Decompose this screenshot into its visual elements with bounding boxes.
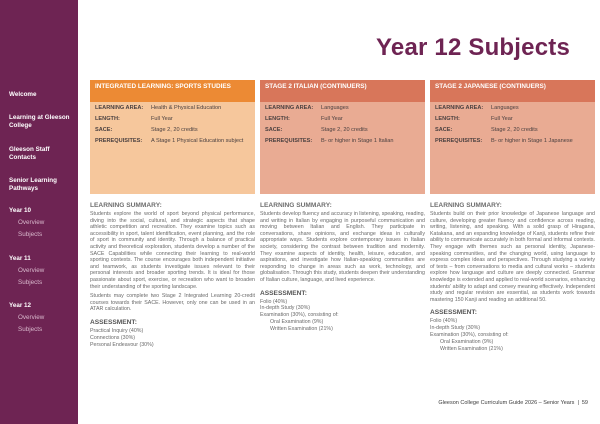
info-value: Languages (491, 105, 519, 111)
assessment-item: In-depth Study (30%) (260, 305, 311, 312)
info-label: LENGTH: (95, 116, 120, 122)
footer-text: Gleeson College Curriculum Guide 2026 – Senior Years (438, 400, 575, 406)
info-label: PREREQUISITES: (95, 138, 143, 144)
assessment-item: Examination (30%), consisting of: (430, 331, 509, 338)
assessment-heading: ASSESSMENT: (90, 318, 137, 326)
assessment-item: Connections (30%) (90, 334, 136, 341)
subject-card-italian (260, 80, 425, 333)
nav-year10-overview[interactable]: Overview (18, 219, 45, 226)
page-title: Year 12 Subjects (376, 34, 570, 61)
info-value: Full Year (491, 116, 513, 122)
summary-note: Students may complete two Stage 2 Integrated Learning 20-credit courses towards their SACE. However, only one can be used in an ATAR calculation. (90, 293, 255, 313)
nav-year12-subjects[interactable]: Subjects (18, 326, 43, 333)
info-value: Health & Physical Education (151, 105, 222, 111)
assessment-item: Folio (40%) (430, 318, 458, 325)
info-label: PREREQUISITES: (265, 138, 313, 144)
nav-learning[interactable]: Learning at Gleeson College (9, 114, 70, 130)
assessment-subitem: Written Examination (21%) (440, 345, 503, 352)
nav-year10[interactable]: Year 10 (9, 207, 32, 214)
subject-card-japanese (430, 80, 595, 352)
info-value: Languages (321, 105, 349, 111)
summary-text: Students build on their prior knowledge of Japanese language and culture, developing greater fluency and confidence across reading, writing, listening, and speaking. With a solid grasp of Hiragana, Katakana, and an expanding knowledge of Kanji, students refine their ability to communicate accurately in both formal and informal contexts. They engage with themes such as personal identity, Japanese-speaking communities, and the changing world, using language to express complex ideas and perspectives. Through studying a variety of texts – from conversations to media and cultural works – students explore how language and culture are deeply connected. Grammar knowledge is extended and applied to real-world scenarios, enhancing students' ability to adapt and convey meaning effectively. Independent study and regular revision are essential, as students work towards mastering 150 Kanji and reading an additional 50. (430, 211, 595, 303)
info-label: LEARNING AREA: (435, 105, 484, 111)
subject-card-sports-studies (90, 80, 255, 348)
info-value: Full Year (321, 116, 343, 122)
nav-year10-subjects[interactable]: Subjects (18, 231, 43, 238)
info-label: LEARNING AREA: (265, 105, 314, 111)
nav-year11[interactable]: Year 11 (9, 255, 31, 262)
assessment-item: Examination (30%), consisting of: (260, 312, 339, 319)
info-label: LENGTH: (435, 116, 460, 122)
subject-heading: STAGE 2 JAPANESE (CONTINUERS) (430, 80, 595, 102)
info-value: B- or higher in Stage 1 Italian (321, 138, 394, 144)
assessment-heading: ASSESSMENT: (260, 289, 307, 297)
info-label: LEARNING AREA: (95, 105, 144, 111)
nav-welcome[interactable]: Welcome (9, 91, 37, 98)
assessment-list (430, 318, 595, 352)
assessment-item: In-depth Study (30%) (430, 325, 481, 332)
summary-heading: LEARNING SUMMARY: (260, 202, 332, 209)
nav-senior-pathways[interactable]: Senior Learning Pathways (9, 177, 57, 193)
assessment-subitem: Oral Examination (9%) (270, 318, 324, 325)
info-label: SACE: (95, 127, 113, 133)
assessment-list (260, 299, 425, 333)
info-value: Full Year (151, 116, 173, 122)
summary-text: Students develop fluency and accuracy in listening, speaking, reading, and writing in Italian by engaging in purposeful communication and moving between Italian and English. They participate in conversations, share opinions, and exchange ideas in culturally appropriate ways. Students explore contemporary issues in Italian society, considering the contrast between tradition and modernity. They examine aspects of identity, health, leisure, education, and aspirations, and investigate how Italian-speaking communities are responding to change in areas such as work, technology, and globalisation. Through this study, students deepen their understanding of Italian culture, language, and lived experience. (260, 211, 425, 283)
info-label: SACE: (435, 127, 453, 133)
subject-heading: STAGE 2 ITALIAN (CONTINUERS) (260, 80, 425, 102)
sidebar-nav (0, 0, 78, 424)
assessment-subitem: Written Examination (21%) (270, 325, 333, 332)
info-label: PREREQUISITES: (435, 138, 483, 144)
subject-info (90, 102, 255, 194)
page-number: 59 (581, 400, 588, 406)
summary-heading: LEARNING SUMMARY: (430, 202, 502, 209)
page-footer (438, 400, 588, 406)
nav-year12-overview[interactable]: Overview (18, 314, 45, 321)
info-label: LENGTH: (265, 116, 290, 122)
info-value: Stage 2, 20 credits (321, 127, 368, 133)
subject-info (260, 102, 425, 194)
assessment-item: Folio (40%) (260, 298, 288, 305)
nav-year12[interactable]: Year 12 (9, 302, 32, 309)
summary-text: Students explore the world of sport beyond physical performance, diving into the social, cultural, and strategic aspects that shape athletic competition and recreation. They examine topics such as accessibility in sport, talent identification, event planning, and the role of sport in community and identity. Through a balance of practical activity and theoretical exploration, students develop a number of the SACE Capabilities while connecting their learning to real-world sporting contexts. The course encourages both independent initiative and teamwork, as students investigate issues relevant to their personal interests and broader sporting trends. It is ideal for those passionate about sport, exercise, or recreation who want to broaden their understanding of the sporting landscape. (90, 211, 255, 290)
assessment-subitem: Oral Examination (9%) (440, 338, 494, 345)
assessment-item: Personal Endeavour (30%) (90, 341, 154, 348)
nav-year11-subjects[interactable]: Subjects (18, 279, 43, 286)
info-value: A Stage 1 Physical Education subject (151, 138, 244, 144)
summary-heading: LEARNING SUMMARY: (90, 202, 162, 209)
info-value: B- or higher in Stage 1 Japanese (491, 138, 573, 144)
assessment-item: Practical Inquiry (40%) (90, 327, 144, 334)
nav-year11-overview[interactable]: Overview (18, 267, 45, 274)
nav-staff-contacts[interactable]: Gleeson Staff Contacts (9, 146, 50, 162)
info-value: Stage 2, 20 credits (491, 127, 538, 133)
subject-heading: INTEGRATED LEARNING: SPORTS STUDIES (90, 80, 255, 102)
assessment-list (90, 328, 255, 348)
info-value: Stage 2, 20 credits (151, 127, 198, 133)
assessment-heading: ASSESSMENT: (430, 309, 477, 317)
subject-info (430, 102, 595, 194)
footer-separator: | (577, 400, 579, 406)
info-label: SACE: (265, 127, 283, 133)
